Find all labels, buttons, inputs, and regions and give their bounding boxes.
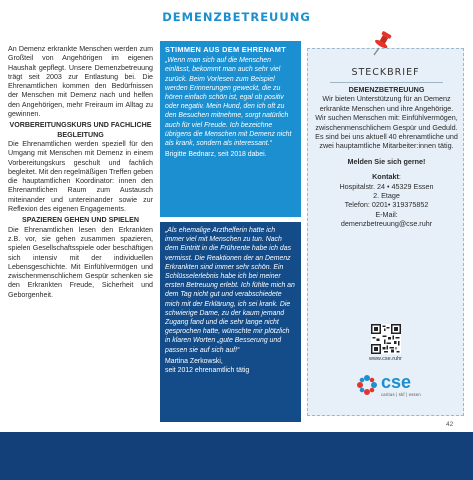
volunteer-quote-box-1: [160, 41, 301, 217]
quote-author: [165, 357, 296, 375]
contact-email-label: E-Mail:: [375, 209, 398, 219]
profile-support: Wir bieten Unterstützung für an Demenz erkrankte Menschen und ihre Angehörige.: [319, 94, 454, 113]
profile-seeking: Wir suchen Menschen mit: Einfühlvermögen, zwischenmenschlichem Gespür und Geduld.: [315, 113, 458, 132]
contact-email[interactable]: demenzbetreuung@cse.ruhr: [340, 219, 433, 229]
page-number: 42: [446, 421, 454, 428]
quote-section-heading: STIMMEN AUS DEM EHRENAMT: [165, 45, 287, 54]
qr-url[interactable]: www.cse.ruhr: [368, 356, 402, 362]
profile-title: STECKBRIEF: [351, 67, 420, 78]
contact-heading: Kontakt:: [372, 172, 401, 182]
intro-column: [8, 45, 153, 300]
logo-wordmark: cse: [381, 372, 412, 392]
cse-logo: [356, 372, 426, 402]
preparation-paragraph: Die Ehrenamtlichen werden speziell für den Umgang mit Menschen mit Demenz in einem Vorbereitungskurs geschult und fachlich begleitet. Mit den regelmäßigen Treffen geben die hauptamtlichen Koordinator: innen den Ehrenamtlichen Raum zum Austausch miteinander und untereinander sowie zur Reflexion des eigenen Engagements.: [8, 139, 153, 214]
page-title: DEMENZBETREUUNG: [162, 10, 311, 24]
contact-floor: 2. Etage: [373, 191, 400, 201]
profile-status: Es sind bei uns aktuell 40 ehrenamtliche und zwei hauptamtliche Mitarbeiter:innen tätig.: [315, 132, 458, 151]
profile-card: [307, 48, 464, 416]
activities-paragraph: Die Ehrenamtlichen lesen den Erkrankten z.B. vor, sie gehen zusammen spazieren, spielen Gesellschaftsspiele oder beschäftigen sich intensiv mit der individuellen Lebensgeschichte. Mit Einfühlvermögen und zwischenmenschlichem Gespür schenken sie den Erkrankten Freude, Sicherheit und Geborgenheit.: [8, 225, 153, 299]
quote-author-name: Martina Zerkowski,: [165, 357, 223, 365]
profile-cta: Melden Sie sich gerne!: [347, 156, 426, 166]
quote-author: Brigitte Bednarz, seit 2018 dabei.: [165, 151, 267, 159]
quote-text: „Als ehemalige Arzthelferin hatte ich immer viel mit Menschen zu tun. Nach dem Eintritt in die Frührente habe ich das vermisst. Die Reaktionen der an Demenz Erkrankten sind immer sehr schön. Ein Schlüsselerlebnis habe ich bei meiner ersten Betreuung erlebt. Ich fühlte mich an dem Tag nicht gut und verabschiedete mich mit der Erklärung, ich sei krank. Die schwierige Dame, zu der kaum jemand Zugang fand und die sehr lange nicht gesprochen hatte, wünschte mir plötzlich in klaren Worten „gute Besserung und passen sie auf sich auf!“: [165, 227, 295, 354]
quote-author-since: seit 2012 ehrenamtlich tätig: [165, 367, 250, 375]
volunteer-quote-box-2: [160, 222, 301, 422]
contact-phone[interactable]: Telefon: 0201• 319375852: [344, 200, 429, 210]
profile-subtitle: DEMENZBETREUUNG: [348, 85, 425, 94]
qr-code-icon[interactable]: [371, 324, 401, 354]
quote-text: „Wenn man sich auf die Menschen einlässt, bekommt man auch sehr viel zurück. Beim Vorlesen zum Beispiel werden Erinnerungen geweckt, die zu hören einfach schön ist, egal ob positiv oder negativ. Mein Hund, den ich oft zu den Besuchen mitnehme, sorgt natürlich auch für viel Freude. Ich bezeichne übrigens die Menschen mit Demenz nicht als krank, sondern als interessant.“: [165, 57, 292, 148]
pushpin-icon: [370, 30, 396, 56]
profile-body: [312, 85, 461, 229]
footer-bar: [0, 432, 473, 480]
cross-logo-icon: [356, 374, 378, 396]
contact-address: Hospitalstr. 24 • 45329 Essen: [339, 181, 434, 191]
section-heading-preparation: VORBEREITUNGSKURS UND FACHLICHE BEGLEITUNG: [9, 121, 152, 139]
intro-paragraph: An Demenz erkrankte Menschen werden zum Großteil von Angehörigen im eigenen Haushalt gepflegt. Unsere Demenzbetreuung trägt seit 2003 zur Entlastung bei. Die Ehrenamtlichen kommen den Bedürfnissen der Menschen mit Demenz nach und helfen den Angehörigen, mehr Freiraum im Alltag zu gewinnen.: [8, 45, 153, 119]
logo-tagline: caritas | skf | essen: [381, 392, 421, 397]
divider: [330, 82, 443, 83]
section-heading-activities: SPAZIEREN GEHEN UND SPIELEN: [22, 216, 139, 225]
